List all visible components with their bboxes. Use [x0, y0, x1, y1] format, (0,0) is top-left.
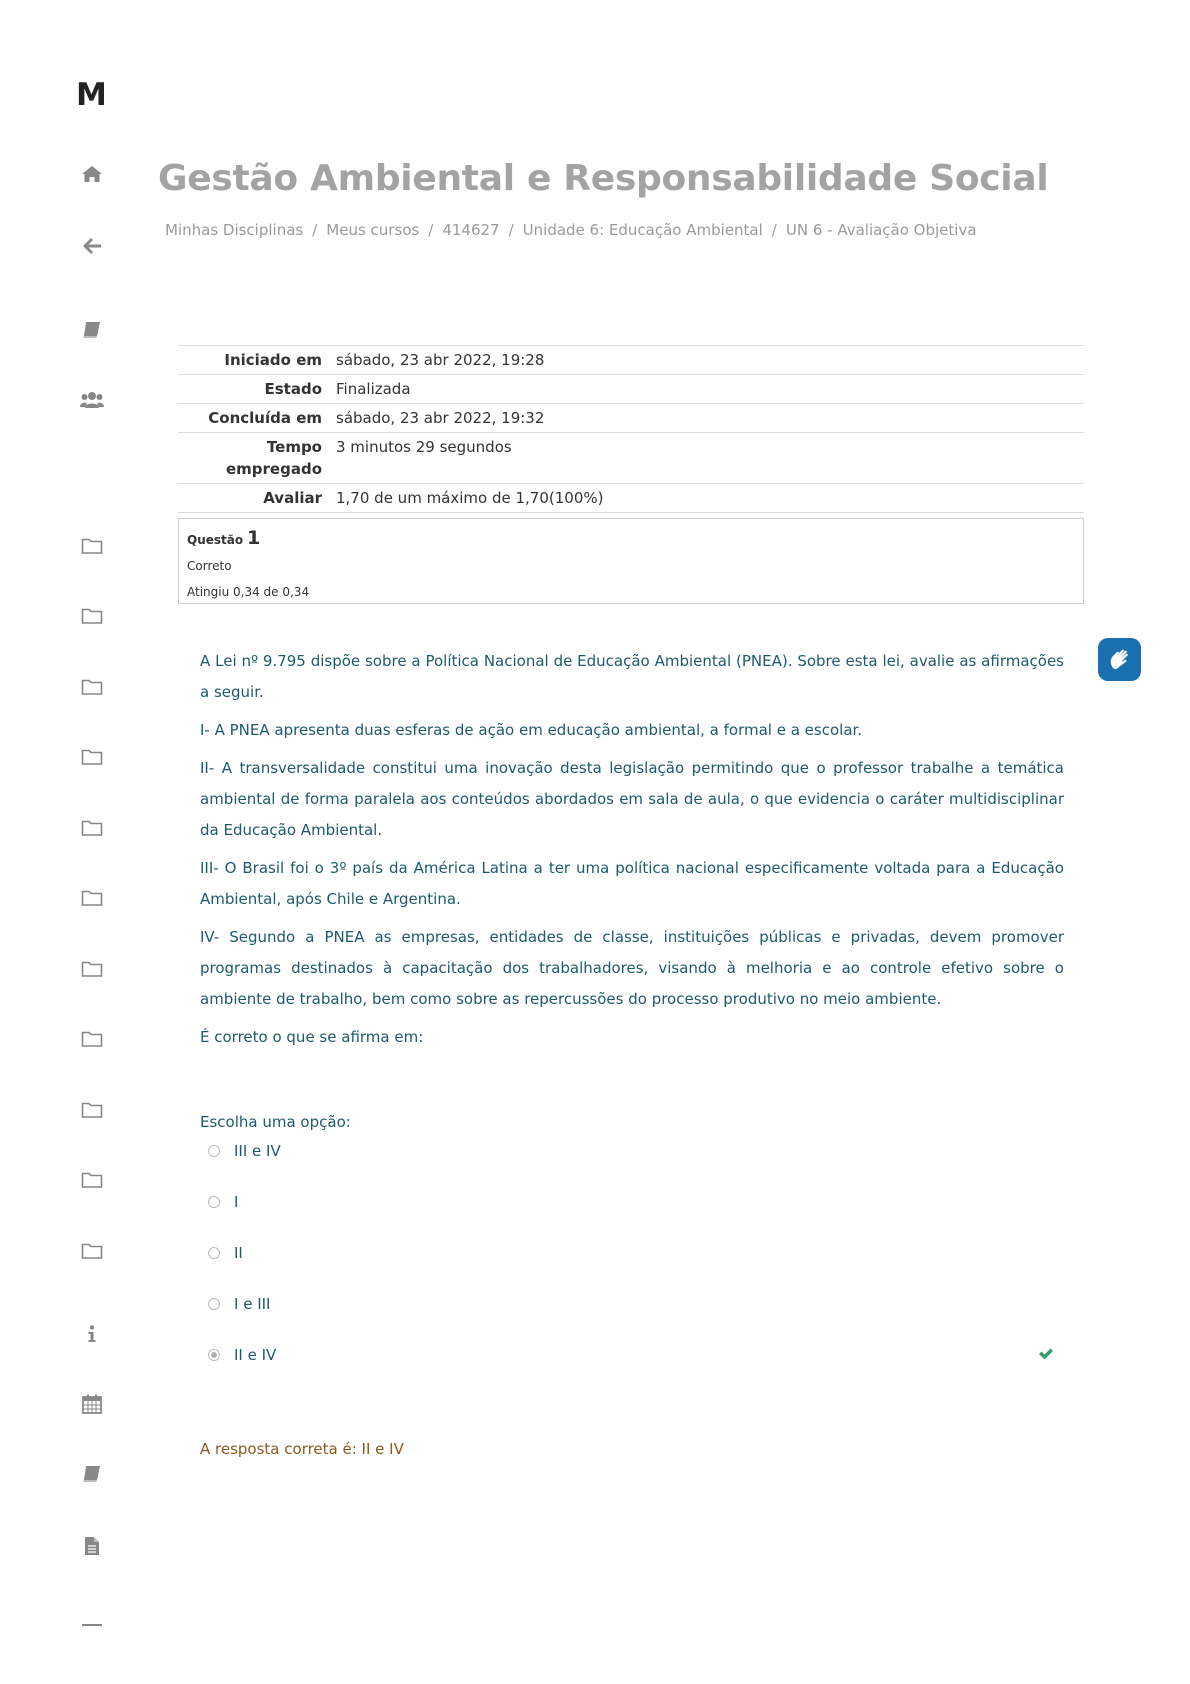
- radio-button[interactable]: [208, 1247, 220, 1259]
- folder-icon[interactable]: [76, 1025, 108, 1053]
- folder-icon[interactable]: [76, 743, 108, 771]
- info-icon[interactable]: [76, 1320, 108, 1348]
- question-paragraph: I- A PNEA apresenta duas esferas de ação em educação ambiental, a formal e a escolar.: [200, 721, 863, 739]
- radio-button-checked[interactable]: [208, 1349, 220, 1361]
- breadcrumb-item-unit[interactable]: Unidade 6: Educação Ambiental: [522, 221, 763, 239]
- summary-label: Avaliar: [263, 489, 322, 507]
- summary-value: sábado, 23 abr 2022, 19:32: [336, 409, 545, 427]
- site-logo[interactable]: M: [76, 77, 106, 113]
- question-paragraph: É correto o que se afirma em:: [200, 1028, 424, 1046]
- question-number: 1: [246, 527, 261, 549]
- radio-button[interactable]: [208, 1196, 220, 1208]
- folder-icon[interactable]: [76, 1166, 108, 1194]
- attempt-summary-table: [178, 345, 1084, 513]
- breadcrumb-separator: /: [508, 221, 514, 239]
- breadcrumb-separator: /: [312, 221, 318, 239]
- back-arrow-icon[interactable]: [76, 232, 108, 260]
- folder-icon[interactable]: [76, 1096, 108, 1124]
- question-paragraph: IV- Segundo a PNEA as empresas, entidades de classe, instituições públicas e privadas, devem promover programas destinados à capacitação dos trabalhadores, visando à melhoria e ao controle efetivo sobre o ambiente de trabalho, bem como sobre as repercussões do processo produtivo no meio ambiente.: [200, 928, 1064, 1008]
- sidebar-divider: [82, 1624, 102, 1626]
- summary-label: Tempo empregado: [225, 438, 322, 478]
- breadcrumb-item-quiz[interactable]: UN 6 - Avaliação Objetiva: [785, 221, 977, 239]
- breadcrumb-item-my-courses[interactable]: Meus cursos: [326, 221, 420, 239]
- folder-icon[interactable]: [76, 532, 108, 560]
- folder-icon[interactable]: [76, 673, 108, 701]
- answer-option-label: III e IV: [234, 1142, 281, 1160]
- question-grade: Atingiu 0,34 de 0,34: [187, 585, 310, 599]
- answer-option-label: II e IV: [234, 1346, 277, 1364]
- document-icon[interactable]: [76, 1532, 108, 1560]
- question-status: Correto: [187, 559, 232, 573]
- answer-option-selected[interactable]: [208, 1346, 276, 1364]
- calendar-icon[interactable]: [76, 1390, 108, 1418]
- folder-icon[interactable]: [76, 602, 108, 630]
- choose-option-label: Escolha uma opção:: [200, 1113, 351, 1131]
- summary-label: Estado: [264, 380, 322, 398]
- breadcrumb-item-course-id[interactable]: 414627: [442, 221, 500, 239]
- summary-value: 3 minutos 29 segundos: [336, 438, 512, 456]
- summary-row: [178, 404, 1084, 433]
- answer-option[interactable]: [208, 1193, 238, 1211]
- answer-option-label: I: [234, 1193, 239, 1211]
- question-label: Questão: [187, 533, 244, 547]
- book-icon[interactable]: [76, 316, 108, 344]
- question-paragraph: III- O Brasil foi o 3º país da América Latina a ter uma política nacional especificamente voltada para a Educação Ambiental, após Chile e Argentina.: [200, 859, 1064, 908]
- answer-option[interactable]: [208, 1295, 270, 1313]
- summary-value: 1,70 de um máximo de 1,70(100%): [336, 489, 604, 507]
- question-text: [200, 646, 1064, 1060]
- folder-icon[interactable]: [76, 955, 108, 983]
- breadcrumb-separator: /: [428, 221, 434, 239]
- summary-row: [178, 346, 1084, 375]
- folder-icon[interactable]: [76, 884, 108, 912]
- summary-label: Iniciado em: [224, 351, 322, 369]
- sign-language-accessibility-icon[interactable]: [1098, 638, 1141, 681]
- summary-value: sábado, 23 abr 2022, 19:28: [336, 351, 545, 369]
- question-info-box: [178, 518, 1084, 604]
- summary-row: [178, 375, 1084, 404]
- radio-button[interactable]: [208, 1145, 220, 1157]
- summary-row: [178, 484, 1084, 513]
- page-title: Gestão Ambiental e Responsabilidade Social: [158, 158, 1049, 199]
- answer-option-label: I e III: [234, 1295, 271, 1313]
- book-icon[interactable]: [76, 1460, 108, 1488]
- summary-label: Concluída em: [208, 409, 322, 427]
- home-icon[interactable]: [76, 160, 108, 188]
- radio-button[interactable]: [208, 1298, 220, 1310]
- correct-check-icon: [1038, 1345, 1054, 1364]
- question-paragraph: II- A transversalidade constitui uma inovação desta legislação permitindo que o professor trabalhe a temática ambiental de forma paralela aos conteúdos abordados em sala de aula, o que evidencia o caráter multidisciplinar da Educação Ambiental.: [200, 759, 1064, 839]
- question-paragraph: A Lei nº 9.795 dispõe sobre a Política Nacional de Educação Ambiental (PNEA). Sobre esta lei, avalie as afirmações a seguir.: [200, 652, 1064, 701]
- breadcrumb-item-my-disciplines[interactable]: Minhas Disciplinas: [165, 221, 304, 239]
- breadcrumb-separator: /: [771, 221, 777, 239]
- users-icon[interactable]: [76, 386, 108, 414]
- folder-icon[interactable]: [76, 814, 108, 842]
- summary-value: Finalizada: [336, 380, 411, 398]
- breadcrumb: [165, 221, 977, 239]
- correct-answer-feedback: A resposta correta é: II e IV: [200, 1440, 404, 1458]
- answer-option-label: II: [234, 1244, 243, 1262]
- folder-icon[interactable]: [76, 1237, 108, 1265]
- answer-option[interactable]: [208, 1142, 281, 1160]
- answer-option[interactable]: [208, 1244, 243, 1262]
- summary-row: [178, 433, 1084, 484]
